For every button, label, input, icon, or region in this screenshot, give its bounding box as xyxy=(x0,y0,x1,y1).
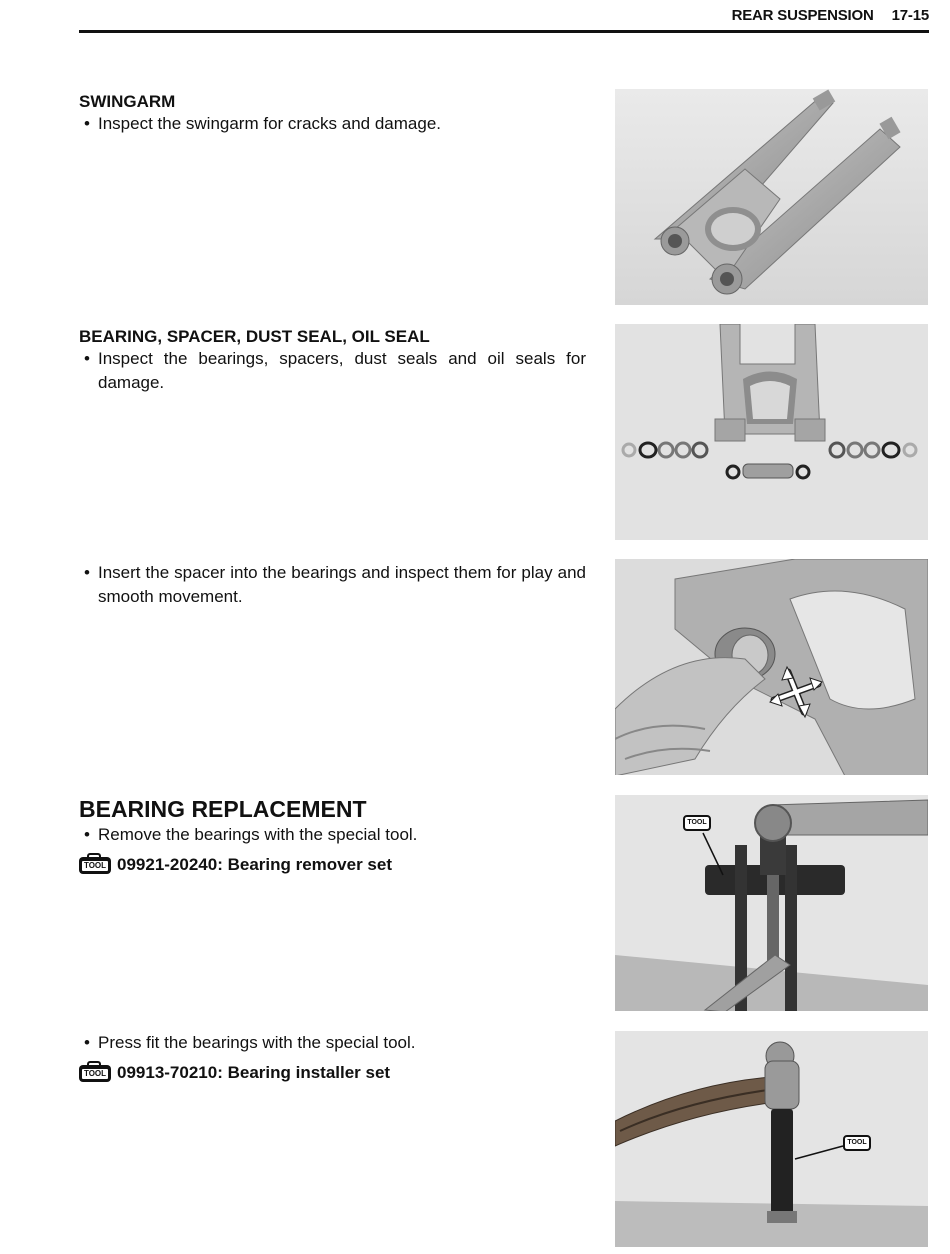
swingarm-photo xyxy=(615,89,928,305)
bearing-remover-photo xyxy=(615,795,928,1011)
installer-tool-text: 09913-70210: Bearing installer set xyxy=(117,1063,391,1082)
header-text xyxy=(732,7,929,24)
remover-tool-line xyxy=(79,855,586,875)
header-section-title: REAR SUSPENSION xyxy=(731,7,874,24)
spacer-play-photo xyxy=(615,559,928,775)
installer-tool-line xyxy=(79,1063,586,1083)
bearing-replacement-heading: BEARING REPLACEMENT xyxy=(79,796,367,822)
toolbox-icon: TOOL xyxy=(79,857,111,874)
page-header xyxy=(79,0,929,33)
remover-tool-text: 09921-20240: Bearing remover set xyxy=(117,855,392,874)
bearing-replacement-section xyxy=(79,795,586,875)
bearing-installer-photo xyxy=(615,1031,928,1247)
swingarm-heading: SWINGARM xyxy=(79,92,176,111)
press-fit-section xyxy=(79,1031,586,1083)
remove-bearings-bullet: • Remove the bearings with the special tool. xyxy=(79,823,586,847)
page-number: 17-15 xyxy=(891,7,929,24)
spacer-insert-section xyxy=(79,561,586,609)
press-fit-bullet: • Press fit the bearings with the special tool. xyxy=(79,1031,586,1055)
tool-callout-badge: TOOL xyxy=(843,1135,871,1151)
swingarm-section xyxy=(79,91,586,136)
bearing-inspect-section xyxy=(79,326,586,395)
toolbox-icon: TOOL xyxy=(79,1065,111,1082)
bearing-inspect-heading: BEARING, SPACER, DUST SEAL, OIL SEAL xyxy=(79,327,430,346)
bearings-seals-photo xyxy=(615,324,928,540)
tool-callout-badge: TOOL xyxy=(683,815,711,831)
bearing-inspect-bullet: • Inspect the bearings, spacers, dust seals and oil seals for damage. xyxy=(79,347,586,395)
swingarm-inspect-bullet: • Inspect the swingarm for cracks and damage. xyxy=(79,112,586,136)
spacer-insert-bullet: • Insert the spacer into the bearings and inspect them for play and smooth movement. xyxy=(79,561,586,609)
